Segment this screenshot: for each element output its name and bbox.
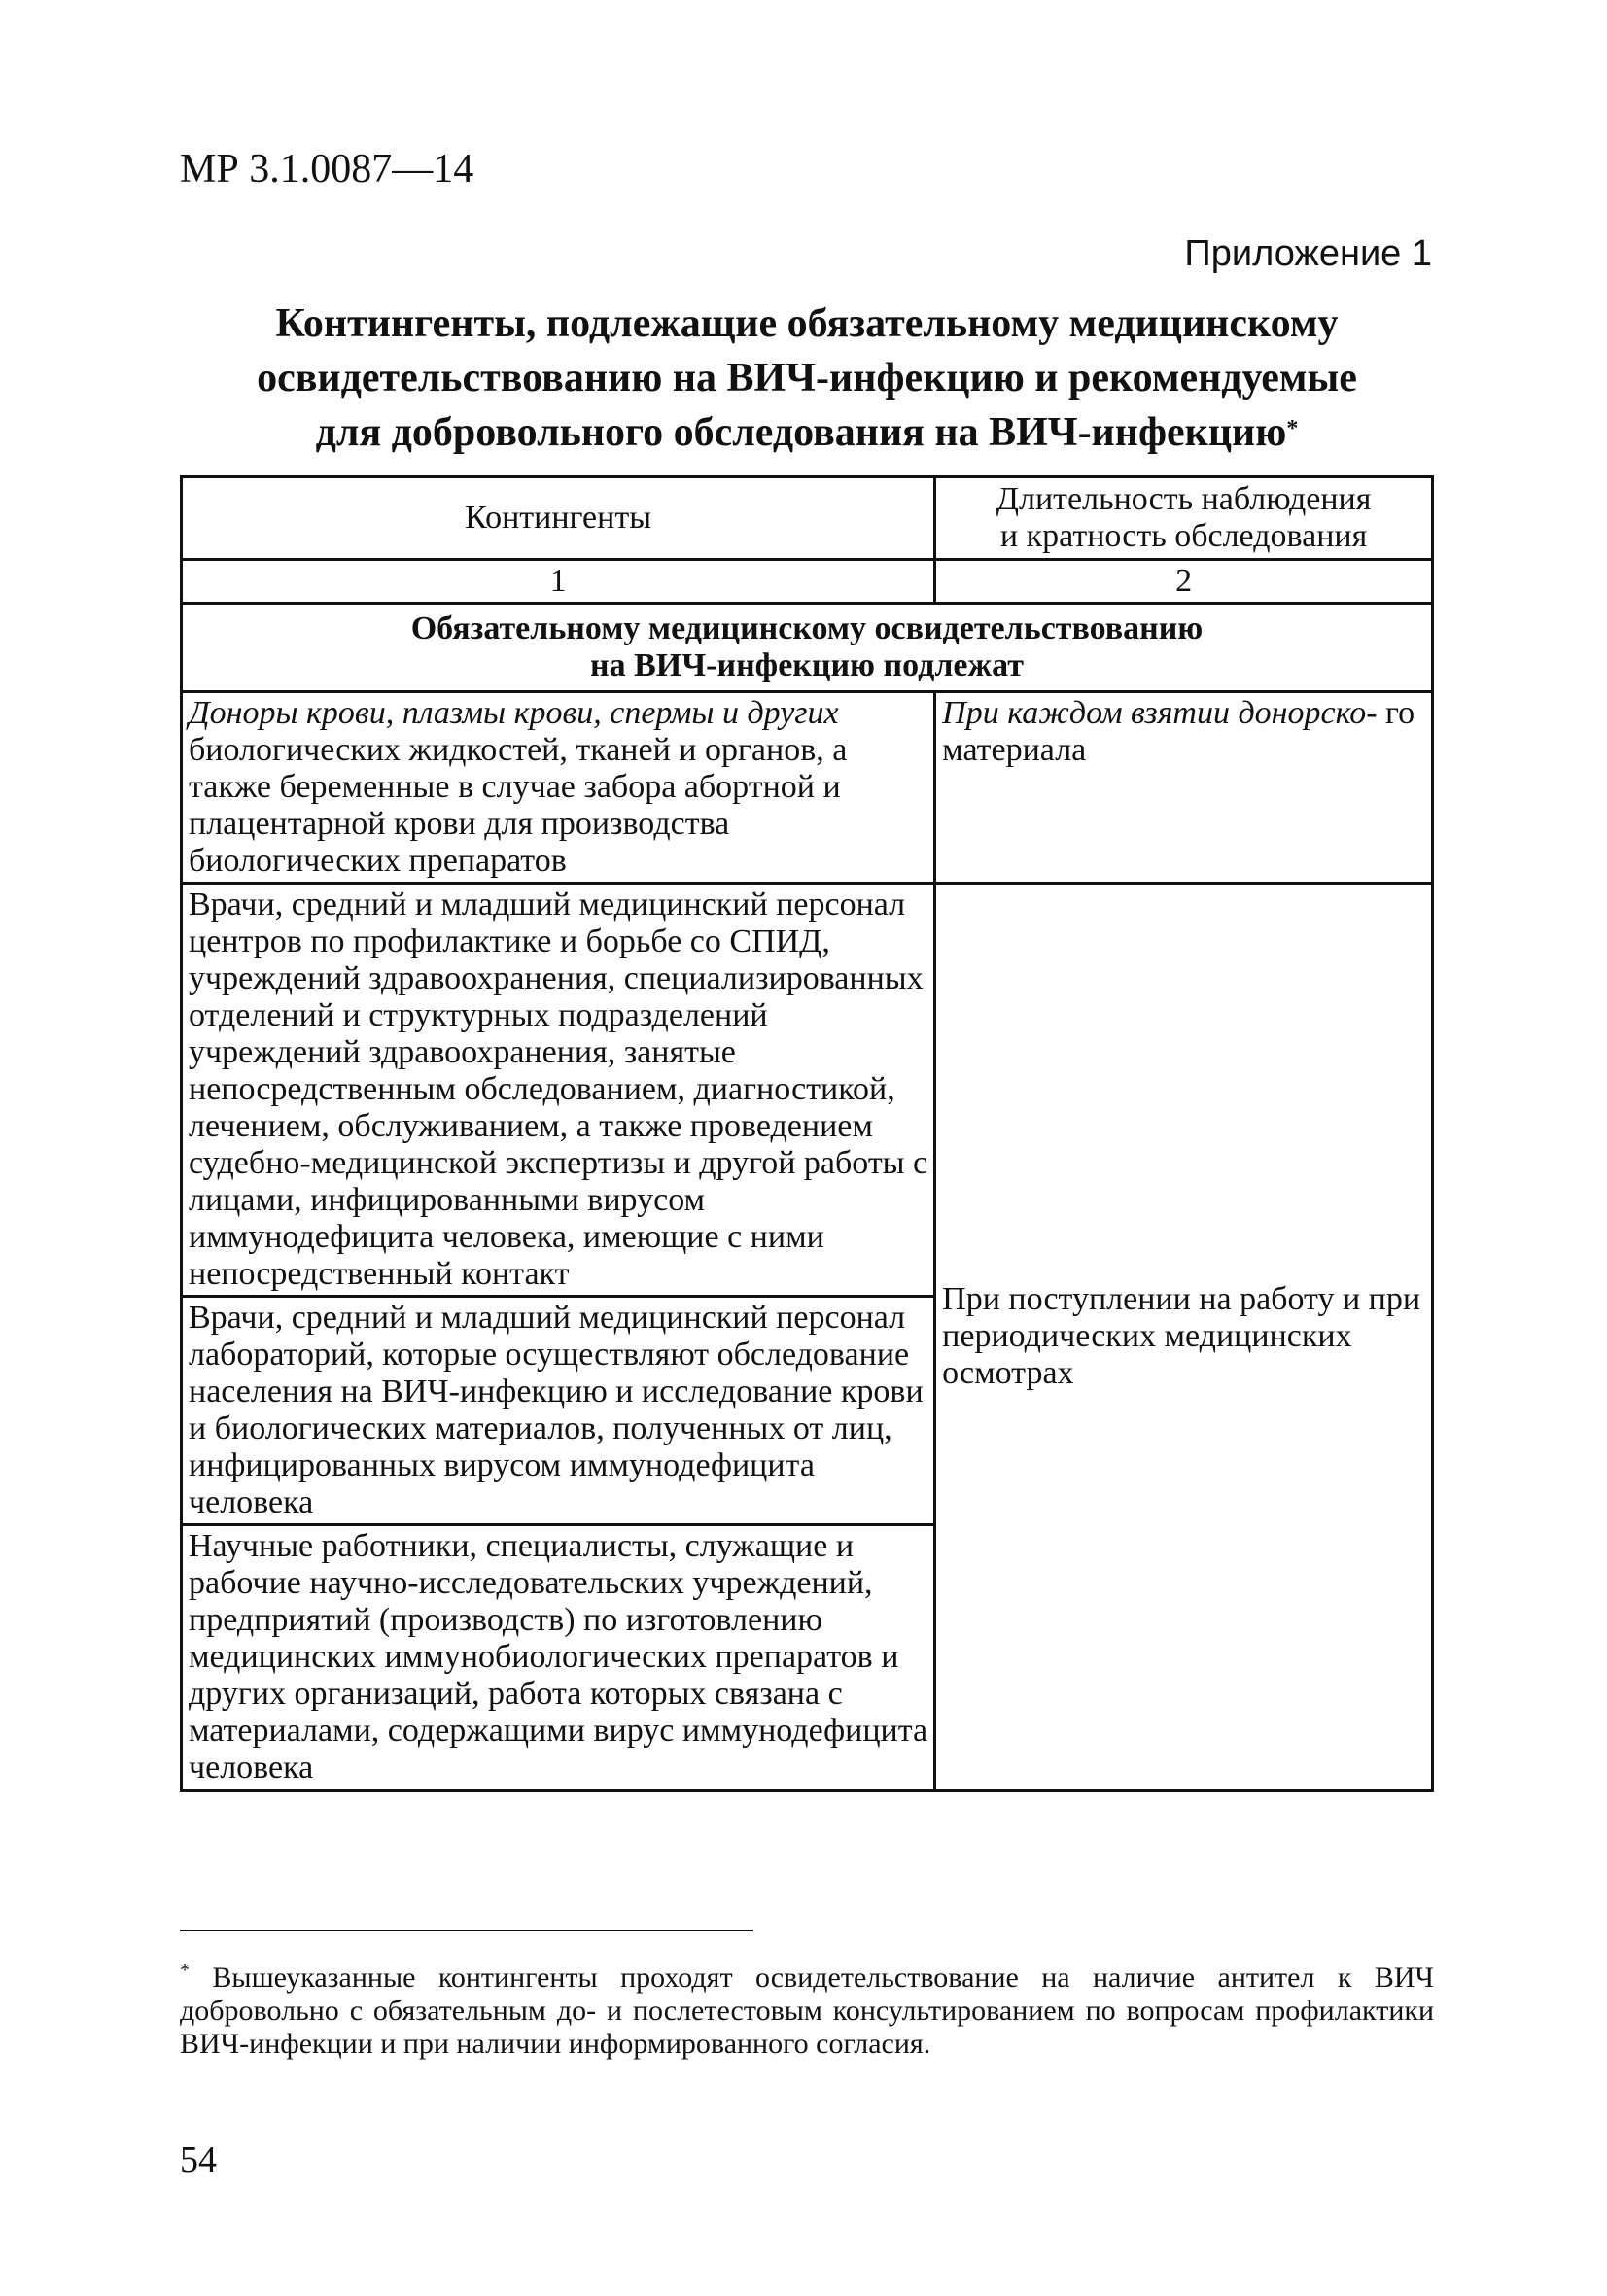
shared-duration-cell: При поступлении на работу и при периодических медицинских осмотрах — [935, 884, 1433, 1791]
section-heading-line-2: на ВИЧ-инфекцию подлежат — [590, 647, 1024, 683]
header-duration — [935, 477, 1433, 560]
page-number: 54 — [180, 2139, 217, 2180]
contingent-text: биологических жидкостей, тканей и органов, а также беременные в случае забора абортной и плацентарной крови для производства биологических препаратов — [189, 732, 848, 879]
section-heading — [182, 604, 1433, 692]
footnote-text: Вышеуказанные контингенты проходят освидетельствование на наличие антител к ВИЧ добровольно с обязательным до- и послетестовым консультированием по вопросам профилактики ВИЧ-инфекции и при наличии информированного согласия. — [180, 1962, 1434, 2060]
column-number-2: 2 — [935, 560, 1433, 604]
table-row — [182, 884, 1433, 1297]
table-header-row — [182, 477, 1433, 560]
contingents-table — [180, 475, 1434, 1792]
page-title — [180, 296, 1434, 460]
header-duration-line-1: Длительность наблюдения — [996, 481, 1372, 517]
title-footnote-marker: * — [1286, 416, 1299, 441]
header-duration-line-2: и кратность обследования — [999, 518, 1368, 554]
appendix-label: Приложение 1 — [1184, 233, 1432, 274]
footnote-marker: * — [180, 1960, 190, 1981]
title-line-3-text: для добровольного обследования на ВИЧ-инфекцию — [315, 410, 1287, 455]
table-row — [182, 692, 1433, 884]
header-contingents: Контингенты — [182, 477, 935, 560]
contingent-italic-text: Доноры крови, плазмы крови, спермы и других — [189, 695, 839, 731]
duration-text: го материала — [942, 695, 1415, 768]
title-line-3 — [180, 405, 1434, 460]
contingent-cell: Врачи, средний и младший медицинский персонал лабораторий, которые осуществляют обследование населения на ВИЧ-инфекцию и исследование крови и биологических материалов, полученных от лиц, инфицированных вирусом иммунодефицита человека — [182, 1297, 935, 1525]
contingent-cell — [182, 692, 935, 884]
section-row — [182, 604, 1433, 692]
title-line-1: Контингенты, подлежащие обязательному медицинскому — [275, 301, 1339, 346]
column-number-row — [182, 560, 1433, 604]
duration-cell — [935, 692, 1433, 884]
section-heading-line-1: Обязательному медицинскому освидетельствованию — [410, 610, 1204, 646]
title-line-2: освидетельствованию на ВИЧ-инфекцию и рекомендуемые — [257, 356, 1357, 400]
document-code: МР 3.1.0087—14 — [180, 147, 474, 191]
footnote-divider — [180, 1930, 753, 1931]
column-number-1: 1 — [182, 560, 935, 604]
footnote — [180, 1954, 1434, 2061]
contingent-cell: Врачи, средний и младший медицинский персонал центров по профилактике и борьбе со СПИД, учреждений здравоохранения, специализированных отделений и структурных подразделений учреждений здравоохранения, занятые непосредственным обследованием, диагностикой, лечением, обслуживанием, а также проведением судебно-медицинской экспертизы и другой работы с лицами, инфицированными вирусом иммунодефицита человека, имеющие с ними непосредственный контакт — [182, 884, 935, 1297]
contingent-cell: Научные работники, специалисты, служащие и рабочие научно-исследовательских учреждений, предприятий (производств) по изготовлению медицинских иммунобиологических препаратов и других организаций, работа которых связана с материалами, содержащими вирус иммунодефицита человека — [182, 1525, 935, 1791]
duration-italic-text: При каждом взятии донорско- — [942, 695, 1378, 731]
